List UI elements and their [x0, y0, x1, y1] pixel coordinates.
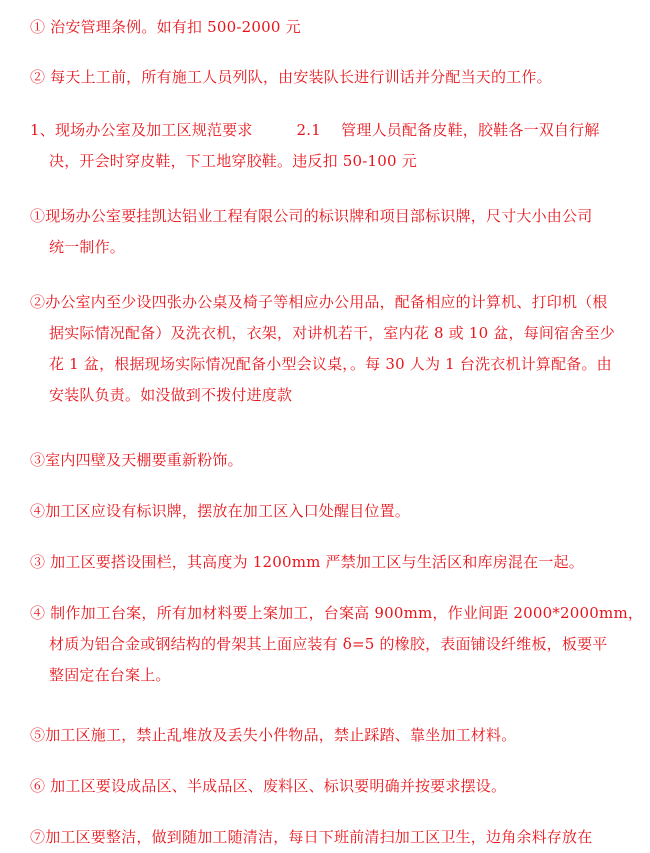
text-line: ⑤加工区施工，禁止乱堆放及丢失小件物品，禁止踩踏、靠坐加工材料。 [30, 726, 517, 744]
text-line: 安装队负责。如没做到不拨付进度款 [49, 386, 293, 404]
paragraph-zones [30, 771, 650, 802]
paragraph-office-equipment [30, 287, 650, 411]
text-line: 花 1 盆，根据现场实际情况配备小型会议桌，。每 30 人为 1 台洗衣机计算配备。由 [49, 355, 612, 373]
paragraph-materials-handling [30, 720, 650, 751]
text-line: ④ 制作加工台案，所有加材料要上案加工，台案高 900mm，作业间距 2000*2000mm， [30, 604, 644, 622]
text-line: ④加工区应设有标识牌，摆放在加工区入口处醒目位置。 [30, 502, 411, 520]
text-line: ③室内四壁及天棚要重新粉饰。 [30, 451, 243, 469]
paragraph-workbench [30, 598, 650, 691]
section-heading: 1、现场办公室及加工区规范要求 [30, 121, 253, 139]
section-subitem-2-1: 2.1 管理人员配备皮鞋，胶鞋各一双自行解 [296, 121, 600, 139]
text-line: ①现场办公室要挂凯达铝业工程有限公司的标识牌和项目部标识牌，尺寸大小由公司 [30, 207, 593, 225]
text-line: 统一制作。 [49, 238, 126, 256]
section-heading-line [30, 115, 650, 146]
text-line: 决，开会时穿皮鞋，下工地穿胶鞋。违反扣 50-100 元 [49, 152, 417, 170]
paragraph-section-1 [30, 115, 650, 177]
text-line: ②办公室内至少设四张办公桌及椅子等相应办公用品，配备相应的计算机、打印机（根 [30, 293, 608, 311]
paragraph-daily-briefing [30, 62, 650, 93]
text-line: ⑥ 加工区要设成品区、半成品区、废料区、标识要明确并按要求摆设。 [30, 777, 507, 795]
text-line: 整固定在台案上。 [49, 666, 171, 684]
text-line: ① 治安管理条例。如有扣 500-2000 元 [30, 18, 301, 36]
paragraph-processing-signage [30, 496, 650, 527]
text-line: 据实际情况配备）及洗衣机，衣架，对讲机若干，室内花 8 或 10 盆，每间宿舍至少 [49, 324, 615, 342]
text-line: ⑦加工区要整洁，做到随加工随清洁，每日下班前清扫加工区卫生，边角余料存放在 [30, 828, 593, 846]
paragraph-security-regulation [30, 12, 650, 43]
text-line: ② 每天上工前，所有施工人员列队，由安装队长进行训话并分配当天的工作。 [30, 68, 552, 86]
text-line: 材质为铝合金或钢结构的骨架其上面应装有 δ=5 的橡胶，表面铺设纤维板，板要平 [49, 635, 608, 653]
paragraph-cleanliness [30, 822, 650, 853]
paragraph-fence [30, 547, 650, 578]
paragraph-wall-refinish [30, 445, 650, 476]
text-line: ③ 加工区要搭设围栏，其高度为 1200mm 严禁加工区与生活区和库房混在一起。 [30, 553, 584, 571]
paragraph-office-signage [30, 201, 650, 263]
